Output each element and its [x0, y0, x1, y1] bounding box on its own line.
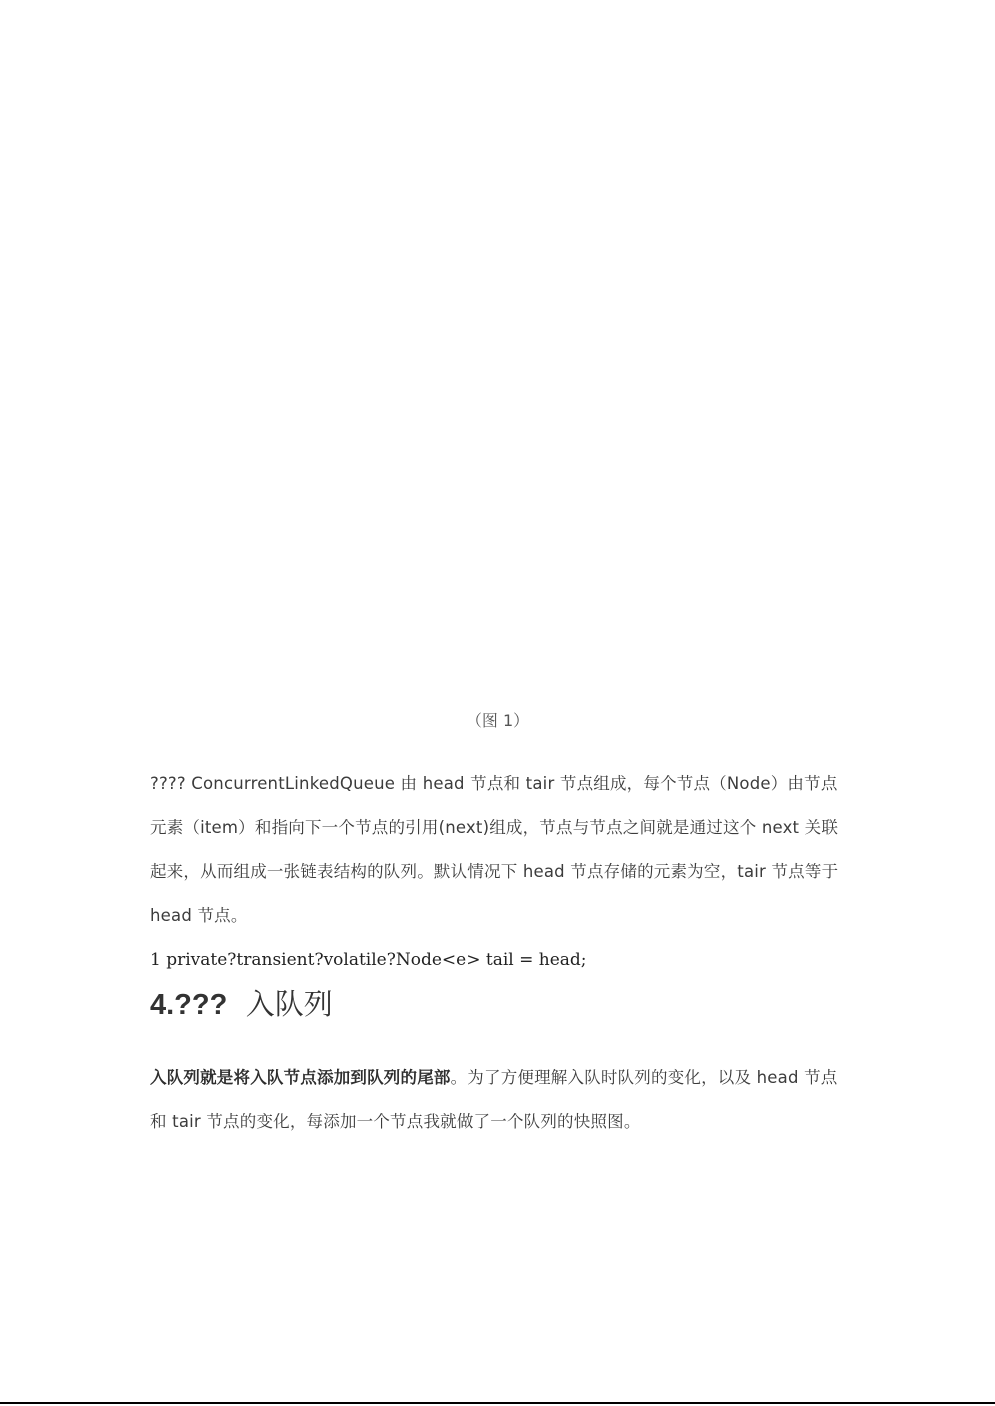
- page-bottom-border: [0, 1402, 995, 1404]
- body-paragraph-queue-structure: ???? ConcurrentLinkedQueue 由 head 节点和 tair 节点组成，每个节点（Node）由节点元素（item）和指向下一个节点的引用(next)组成，节点与节点之间就是通过这个 next 关联起来，从而组成一张链表结构的队列。默认情况下 head 节点存储的元素为空，tair 节点等于 head 节点。: [150, 774, 839, 925]
- section-title: 入队列: [245, 987, 333, 1021]
- body-paragraph-enqueue: [150, 1056, 850, 1144]
- code-snippet: 1 private?transient?volatile?Node<e> tail = head;: [150, 950, 587, 970]
- paragraph-rest: 。为了方便理解入队时队列的变化，以及 head 节点和 tair 节点的变化，每添加一个节点我就做了一个队列的快照图。: [150, 1068, 838, 1131]
- figure-placeholder: [148, 40, 848, 680]
- bold-lead-sentence: 入队列就是将入队节点添加到队列的尾部: [150, 1068, 451, 1087]
- section-number: 4.???: [150, 989, 228, 1021]
- figure-caption: （图 1）: [465, 711, 530, 730]
- section-heading: [150, 982, 333, 1023]
